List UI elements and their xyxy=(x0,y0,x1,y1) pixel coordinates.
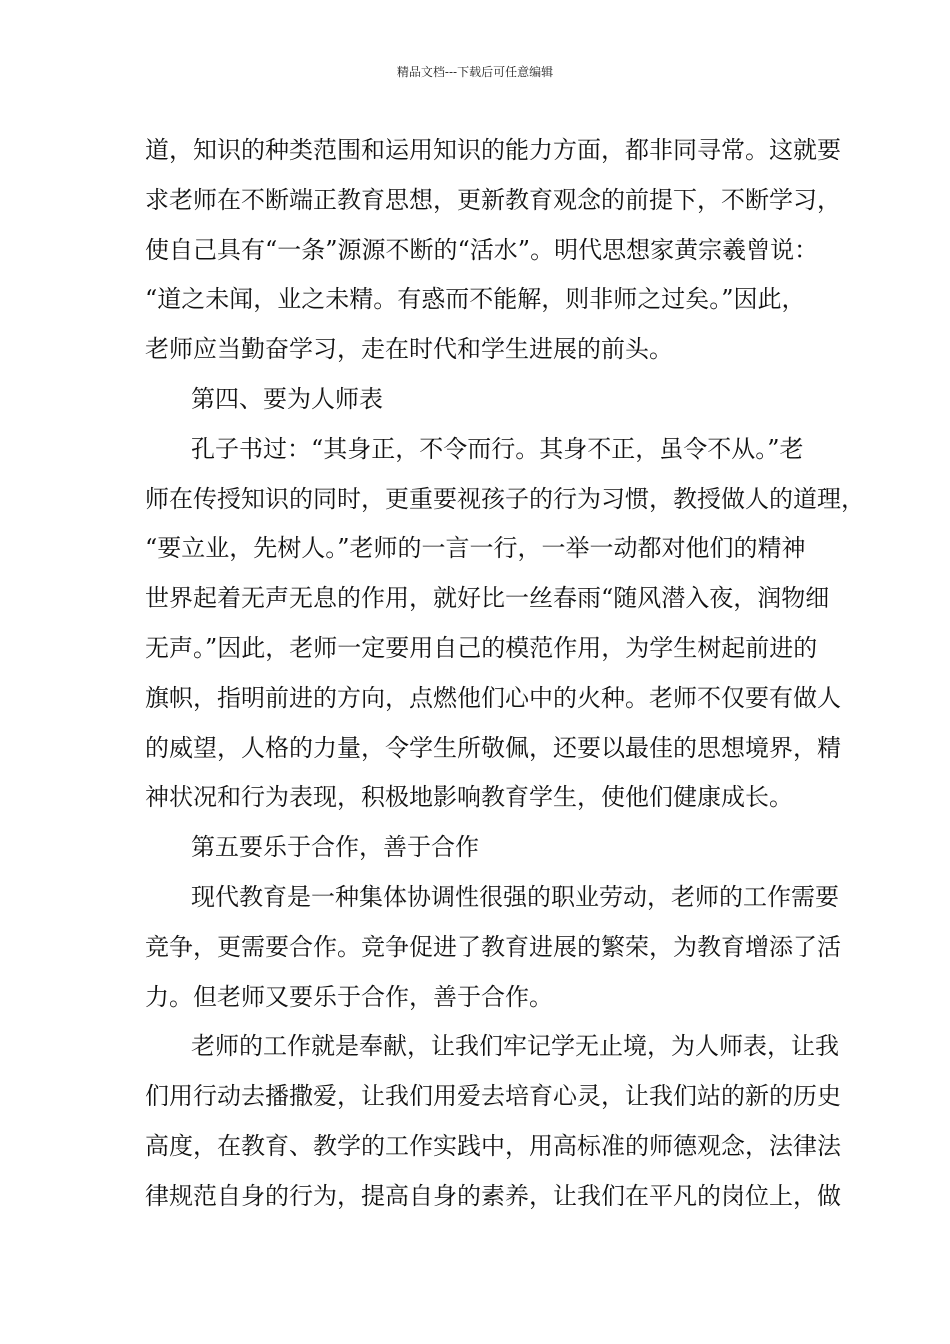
page-header: 精品文档---下载后可任意编辑 xyxy=(396,65,554,79)
paragraph-continuation xyxy=(145,126,841,375)
text-line: 竞争，更需要合作。竞争促进了教育进展的繁荣，为教育增添了活 xyxy=(145,932,841,961)
section-heading-4: 第四、要为人师表 xyxy=(191,384,383,413)
text-line: 的威望，人格的力量，令学生所敬佩，还要以最佳的思想境界，精 xyxy=(145,733,841,762)
paragraph-role-model xyxy=(145,425,865,823)
text-line: 老师应当勤奋学习，走在时代和学生进展的前头。 xyxy=(145,335,673,364)
text-line: 力。但老师又要乐于合作，善于合作。 xyxy=(145,982,553,1011)
text-line: 世界起着无声无息的作用，就好比一丝春雨“随风潜入夜，润物细 xyxy=(145,584,830,613)
text-line: 孔子书过：“其身正，不令而行。其身不正，虽令不从。”老 xyxy=(191,434,804,463)
text-line: 无声。”因此，老师一定要用自己的模范作用，为学生树起前进的 xyxy=(145,633,818,662)
text-line: 高度，在教育、教学的工作实践中，用高标准的师德观念，法律法 xyxy=(145,1131,841,1160)
text-line: 们用行动去播撒爱，让我们用爱去培育心灵，让我们站的新的历史 xyxy=(145,1082,841,1111)
text-line: 求老师在不断端正教育思想，更新教育观念的前提下，不断学习， xyxy=(145,185,841,214)
section-heading-5: 第五要乐于合作，善于合作 xyxy=(191,833,479,862)
text-line: 老师的工作就是奉献，让我们牢记学无止境，为人师表，让我 xyxy=(191,1032,839,1061)
text-line: 道，知识的种类范围和运用知识的能力方面，都非同寻常。这就要 xyxy=(145,136,841,164)
document-body xyxy=(145,126,865,1222)
text-line: “道之未闻，业之未精。有惑而不能解，则非师之过矣。”因此， xyxy=(145,285,806,314)
text-line: 律规范自身的行为，提高自身的素养，让我们在平凡的岗位上，做 xyxy=(145,1181,841,1210)
paragraph-cooperation xyxy=(145,873,841,1022)
paragraph-dedication xyxy=(145,1022,841,1221)
text-line: 旗帜，指明前进的方向，点燃他们心中的火种。老师不仅要有做人 xyxy=(145,683,841,712)
text-line: 神状况和行为表现，积极地影响教育学生，使他们健康成长。 xyxy=(145,783,793,812)
text-line: 师在传授知识的同时，更重要视孩子的行为习惯，教授做人的道理， xyxy=(145,484,865,513)
text-line: 使自己具有“一条”源源不断的“活水”。明代思想家黄宗羲曾说： xyxy=(145,235,819,264)
text-line: “要立业，先树人。”老师的一言一行，一举一动都对他们的精神 xyxy=(145,534,806,563)
text-line: 现代教育是一种集体协调性很强的职业劳动，老师的工作需要 xyxy=(191,882,839,911)
